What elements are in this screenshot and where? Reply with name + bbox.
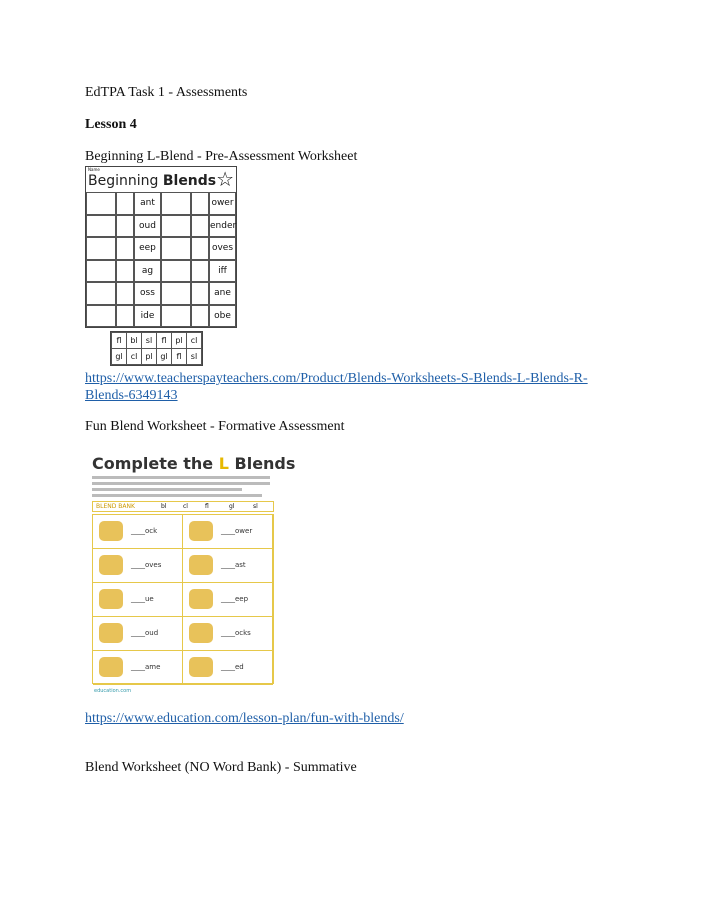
ws2-picture-icon: [99, 521, 123, 541]
ws1-name-label: Name: [88, 167, 100, 172]
ws1-picture-cell: [161, 260, 191, 283]
ws1-answer-box: [116, 282, 134, 305]
ws1-title: Beginning Blends: [88, 173, 217, 189]
ws2-cell: [93, 583, 183, 617]
ws1-word-cell: ide: [134, 305, 161, 328]
beginning-blends-worksheet-image: [85, 166, 237, 328]
ws2-bank-item: cl: [183, 503, 188, 510]
ws1-bank-cell: gl: [112, 349, 127, 365]
link-education-com[interactable]: https://www.education.com/lesson-plan/fun-with-blends/: [85, 711, 404, 726]
ws2-word: ____ocks: [221, 629, 251, 637]
ws1-answer-box: [116, 237, 134, 260]
ws1-answer-box: [191, 305, 209, 328]
ws1-answer-box: [191, 237, 209, 260]
ws2-word: ____ame: [131, 663, 161, 671]
ws2-bank-item: fl: [205, 503, 209, 510]
ws1-answer-box: [191, 192, 209, 215]
ws1-bank-cell: pl: [142, 349, 157, 365]
ws2-bank-item: gl: [229, 503, 235, 510]
ws1-bank-cell: fl: [112, 333, 127, 349]
link-education-com-wrap[interactable]: [85, 710, 404, 727]
ws1-answer-box: [116, 305, 134, 328]
ws1-answer-box: [191, 260, 209, 283]
ws2-bank-label: BLEND BANK: [96, 503, 135, 510]
ws2-picture-icon: [189, 589, 213, 609]
ws1-answer-box: [116, 192, 134, 215]
ws1-answer-box: [116, 215, 134, 238]
ws1-word-bank: [110, 331, 203, 366]
complete-l-blends-worksheet-image: [92, 446, 296, 698]
ws1-word-cell: ag: [134, 260, 161, 283]
ws2-word: ____ower: [221, 527, 253, 535]
ws2-picture-icon: [99, 623, 123, 643]
ws1-bank-cell: cl: [127, 349, 142, 365]
ws2-picture-icon: [189, 521, 213, 541]
ws2-cell: [93, 515, 183, 549]
ws1-picture-cell: [86, 305, 116, 328]
ws2-word: ____oud: [131, 629, 159, 637]
ws1-picture-cell: [161, 215, 191, 238]
ws1-answer-box: [191, 215, 209, 238]
ws2-bank-item: bl: [161, 503, 167, 510]
link-teacherspayteachers[interactable]: [85, 370, 588, 404]
document-title: EdTPA Task 1 - Assessments: [85, 85, 248, 100]
section-pre-assessment-heading: Beginning L-Blend - Pre-Assessment Worksheet: [85, 149, 358, 164]
ws2-title: Complete the L Blends: [92, 454, 296, 473]
ws2-picture-icon: [189, 555, 213, 575]
ws2-grid: [92, 514, 274, 684]
ws1-word-cell: obe: [209, 305, 236, 328]
ws2-word: ____oves: [131, 561, 162, 569]
ws1-bank-cell: bl: [127, 333, 142, 349]
ws1-bank-cell: sl: [142, 333, 157, 349]
ws2-cell: [93, 549, 183, 583]
ws2-picture-icon: [99, 555, 123, 575]
ws1-word-cell: oud: [134, 215, 161, 238]
ws1-word-cell: eep: [134, 237, 161, 260]
ws1-word-cell: oss: [134, 282, 161, 305]
ws2-blend-bank: [92, 501, 274, 512]
ws1-bank-cell: sl: [187, 349, 202, 365]
ws1-bank-cell: fl: [157, 333, 172, 349]
ws1-picture-cell: [161, 192, 191, 215]
ws1-answer-box: [116, 260, 134, 283]
ws2-word: ____ed: [221, 663, 244, 671]
ws1-picture-cell: [86, 237, 116, 260]
link-teacherspayteachers-line2[interactable]: Blends-6349143: [85, 388, 178, 403]
ws1-word-cell: oves: [209, 237, 236, 260]
ws2-cell: [183, 617, 273, 651]
ws2-word: ____ock: [131, 527, 158, 535]
ws1-answer-box: [191, 282, 209, 305]
ws1-picture-cell: [161, 282, 191, 305]
ws1-bank-cell: gl: [157, 349, 172, 365]
ws2-cell: [183, 651, 273, 685]
ws1-picture-cell: [86, 215, 116, 238]
section-formative-heading: Fun Blend Worksheet - Formative Assessment: [85, 419, 345, 434]
ws1-word-cell: ane: [209, 282, 236, 305]
ws2-cell: [183, 549, 273, 583]
ws2-cell: [93, 617, 183, 651]
ws2-picture-icon: [189, 623, 213, 643]
ws2-footer-logo: education.com: [94, 688, 132, 694]
ws1-word-cell: iff: [209, 260, 236, 283]
lesson-heading: Lesson 4: [85, 117, 137, 132]
ws1-word-cell: ant: [134, 192, 161, 215]
ws1-picture-cell: [161, 305, 191, 328]
ws1-picture-cell: [161, 237, 191, 260]
ws1-word-cell: ower: [209, 192, 236, 215]
ws2-cell: [183, 583, 273, 617]
ws2-word: ____ast: [221, 561, 246, 569]
star-icon: ☆: [216, 167, 234, 191]
ws1-bank-cell: cl: [187, 333, 202, 349]
link-teacherspayteachers-line1[interactable]: https://www.teacherspayteachers.com/Product/Blends-Worksheets-S-Blends-L-Blends-R-: [85, 371, 588, 386]
ws2-picture-icon: [189, 657, 213, 677]
ws1-picture-cell: [86, 282, 116, 305]
section-summative-heading: Blend Worksheet (NO Word Bank) - Summative: [85, 760, 357, 775]
ws2-cell: [93, 651, 183, 685]
ws1-picture-cell: [86, 192, 116, 215]
ws1-word-cell: ender: [209, 215, 236, 238]
ws1-bank-cell: fl: [172, 349, 187, 365]
ws2-word: ____eep: [221, 595, 249, 603]
ws2-word: ____ue: [131, 595, 154, 603]
ws1-picture-cell: [86, 260, 116, 283]
ws2-cell: [183, 515, 273, 549]
ws1-bank-cell: pl: [172, 333, 187, 349]
ws2-picture-icon: [99, 657, 123, 677]
ws2-picture-icon: [99, 589, 123, 609]
ws2-bank-item: sl: [253, 503, 258, 510]
